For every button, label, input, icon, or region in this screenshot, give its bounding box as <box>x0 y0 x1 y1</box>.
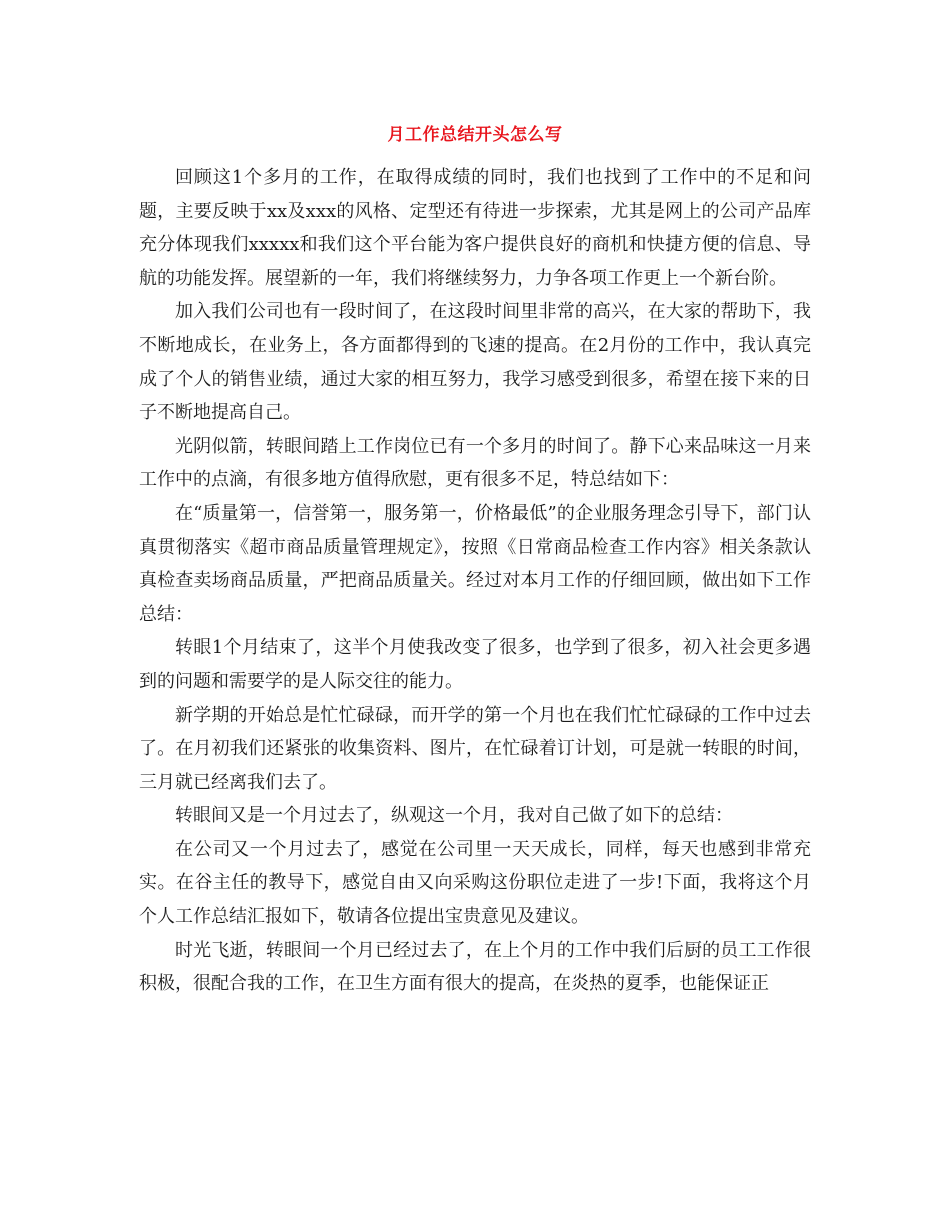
document-body <box>139 161 811 1001</box>
paragraph-8: 在公司又一个月过去了，感觉在公司里一天天成长，同样，每天也感到非常充实。在谷主任的教导下，感觉自由又向采购这份职位走进了一步!下面，我将这个月个人工作总结汇报如下，敬请各位提出宝贵意见及建议。 <box>139 838 811 928</box>
paragraph-4: 在“质量第一，信誉第一，服务第一，价格最低”的企业服务理念引导下，部门认真贯彻落实《超市商品质量管理规定》，按照《日常商品检查工作内容》相关条款认真检查卖场商品质量，严把商品质量关。经过对本月工作的仔细回顾，做出如下工作总结： <box>139 502 811 625</box>
document-title: 月工作总结开头怎么写 <box>387 125 563 145</box>
paragraph-3: 光阴似箭，转眼间踏上工作岗位已有一个多月的时间了。静下心来品味这一月来工作中的点滴，有很多地方值得欣慰，更有很多不足，特总结如下： <box>139 435 811 491</box>
paragraph-6: 新学期的开始总是忙忙碌碌，而开学的第一个月也在我们忙忙碌碌的工作中过去了。在月初我们还紧张的收集资料、图片，在忙碌着订计划，可是就一转眼的时间，三月就已经离我们去了。 <box>139 704 811 793</box>
paragraph-7: 转眼间又是一个月过去了，纵观这一个月，我对自己做了如下的总结： <box>175 805 733 827</box>
paragraph-9: 时光飞逝，转眼间一个月已经过去了，在上个月的工作中我们后厨的员工工作很积极，很配合我的工作，在卫生方面有很大的提高，在炎热的夏季，也能保证正 <box>139 939 811 995</box>
paragraph-5: 转眼1个月结束了，这半个月使我改变了很多，也学到了很多，初入社会更多遇到的问题和需要学的是人际交往的能力。 <box>139 637 811 692</box>
paragraph-1: 回顾这1个多月的工作，在取得成绩的同时，我们也找到了工作中的不足和问题，主要反映于xx及xxx的风格、定型还有待进一步探索，尤其是网上的公司产品库充分体现我们xxxxx和我们这个平台能为客户提供良好的商机和快捷方便的信息、导航的功能发挥。展望新的一年，我们将继续努力，力争各项工作更上一个新台阶。 <box>139 167 811 289</box>
paragraph-2: 加入我们公司也有一段时间了，在这段时间里非常的高兴，在大家的帮助下，我不断地成长，在业务上，各方面都得到的飞速的提高。在2月份的工作中，我认真完成了个人的销售业绩，通过大家的相互努力，我学习感受到很多，希望在接下来的日子不断地提高自己。 <box>139 301 811 424</box>
